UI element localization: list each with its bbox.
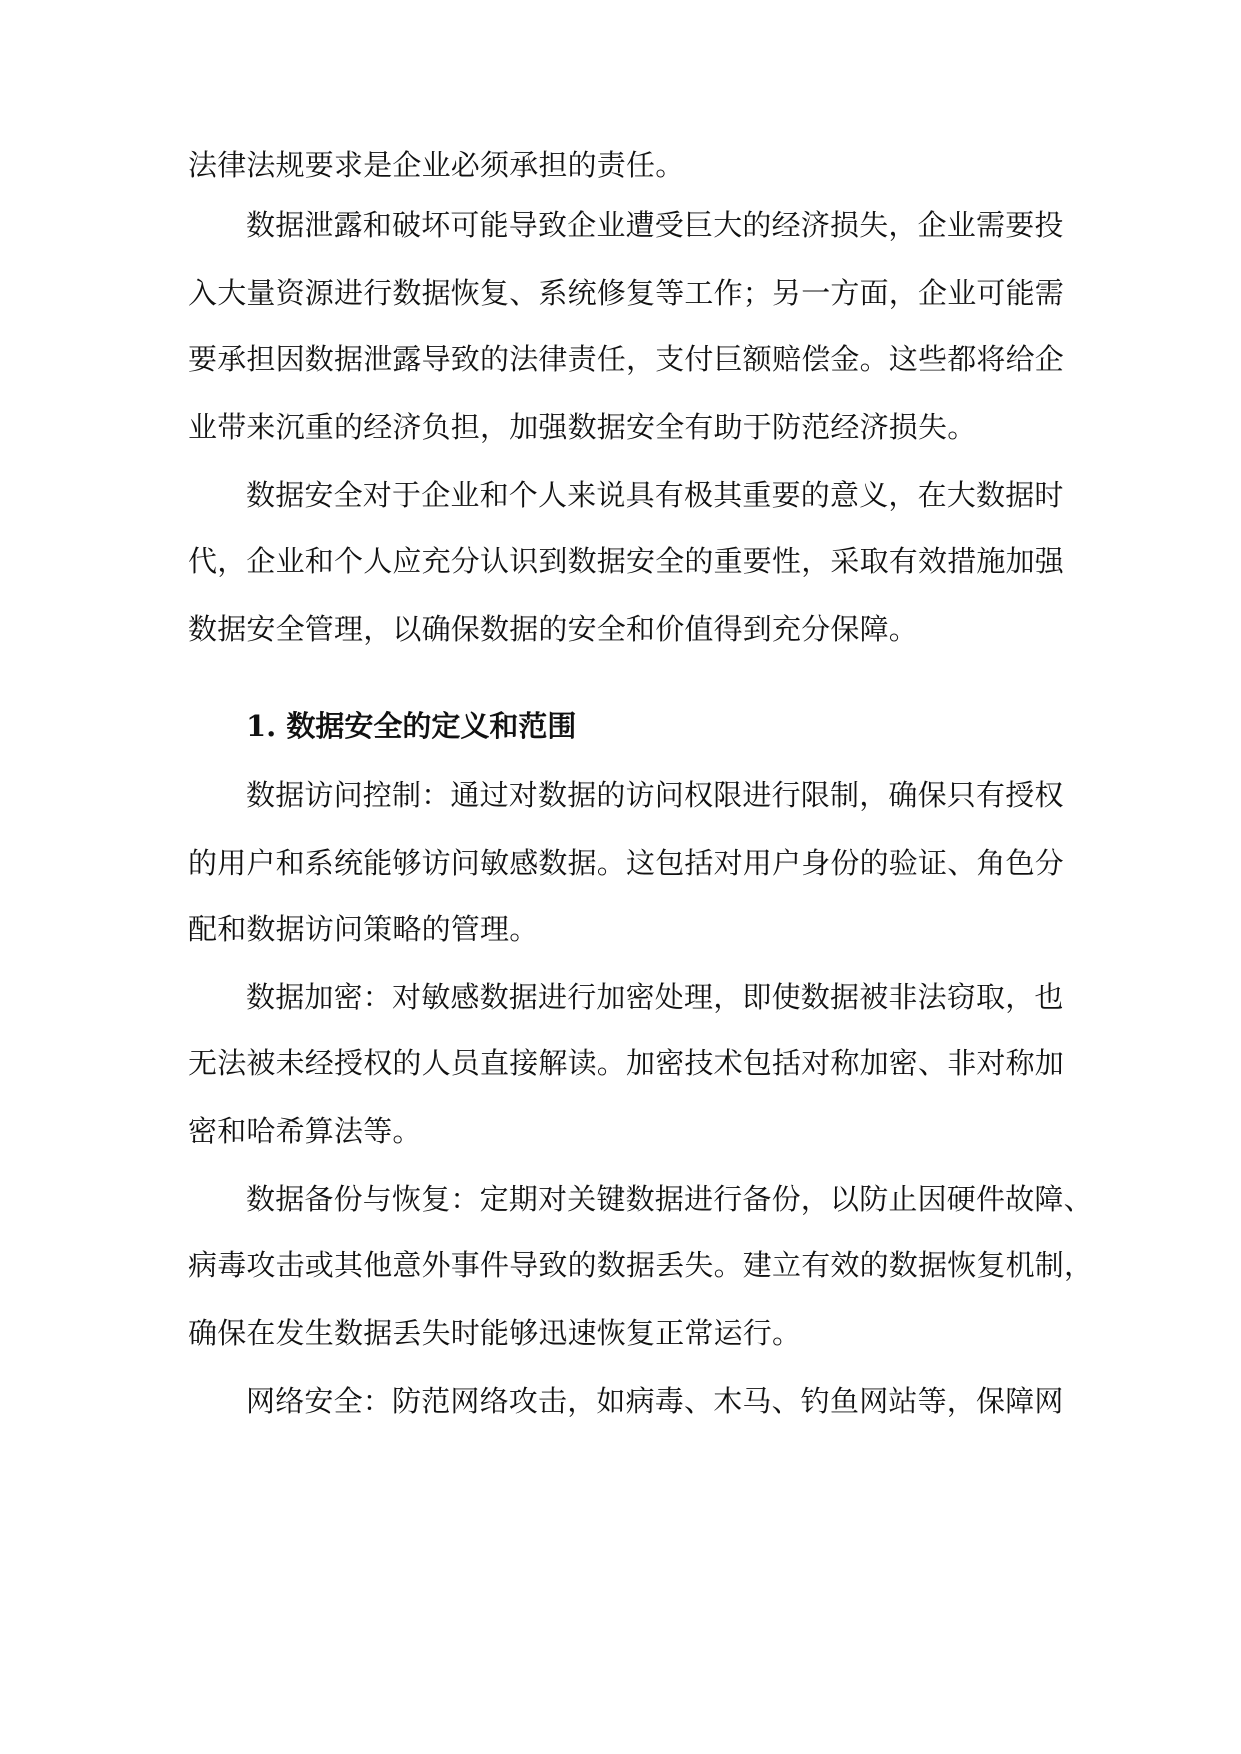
paragraph-6-line-3: 确保在发生数据丢失时能够迅速恢复正常运行。 [188, 1316, 802, 1350]
paragraph-2-line-4: 业带来沉重的经济负担，加强数据安全有助于防范经济损失。 [188, 410, 977, 444]
paragraph-7-line-1: 网络安全：防范网络攻击，如病毒、木马、钓鱼网站等，保障网 [246, 1384, 1064, 1418]
paragraph-5-line-1: 数据加密：对敏感数据进行加密处理，即使数据被非法窃取，也 [246, 980, 1064, 1014]
paragraph-6-line-2: 病毒攻击或其他意外事件导致的数据丢失。建立有效的数据恢复机制， [188, 1248, 1094, 1282]
section-heading: 1. 数据安全的定义和范围 [246, 709, 577, 743]
paragraph-5-line-2: 无法被未经授权的人员直接解读。加密技术包括对称加密、非对称加 [188, 1046, 1065, 1080]
paragraph-5-line-3: 密和哈希算法等。 [188, 1114, 422, 1148]
paragraph-1-line-1: 法律法规要求是企业必须承担的责任。 [188, 148, 685, 182]
paragraph-2-line-2: 入大量资源进行数据恢复、系统修复等工作；另一方面，企业可能需 [188, 276, 1065, 310]
paragraph-4-line-1: 数据访问控制：通过对数据的访问权限进行限制，确保只有授权 [246, 778, 1064, 812]
paragraph-2-line-3: 要承担因数据泄露导致的法律责任，支付巨额赔偿金。这些都将给企 [188, 342, 1065, 376]
paragraph-3-line-1: 数据安全对于企业和个人来说具有极其重要的意义，在大数据时 [246, 478, 1064, 512]
paragraph-4-line-2: 的用户和系统能够访问敏感数据。这包括对用户身份的验证、角色分 [188, 846, 1065, 880]
paragraph-4-line-3: 配和数据访问策略的管理。 [188, 912, 539, 946]
paragraph-2-line-1: 数据泄露和破坏可能导致企业遭受巨大的经济损失，企业需要投 [246, 208, 1064, 242]
paragraph-6-line-1: 数据备份与恢复：定期对关键数据进行备份，以防止因硬件故障、 [246, 1182, 1093, 1216]
paragraph-3-line-3: 数据安全管理，以确保数据的安全和价值得到充分保障。 [188, 612, 919, 646]
paragraph-3-line-2: 代，企业和个人应充分认识到数据安全的重要性，采取有效措施加强 [188, 544, 1065, 578]
